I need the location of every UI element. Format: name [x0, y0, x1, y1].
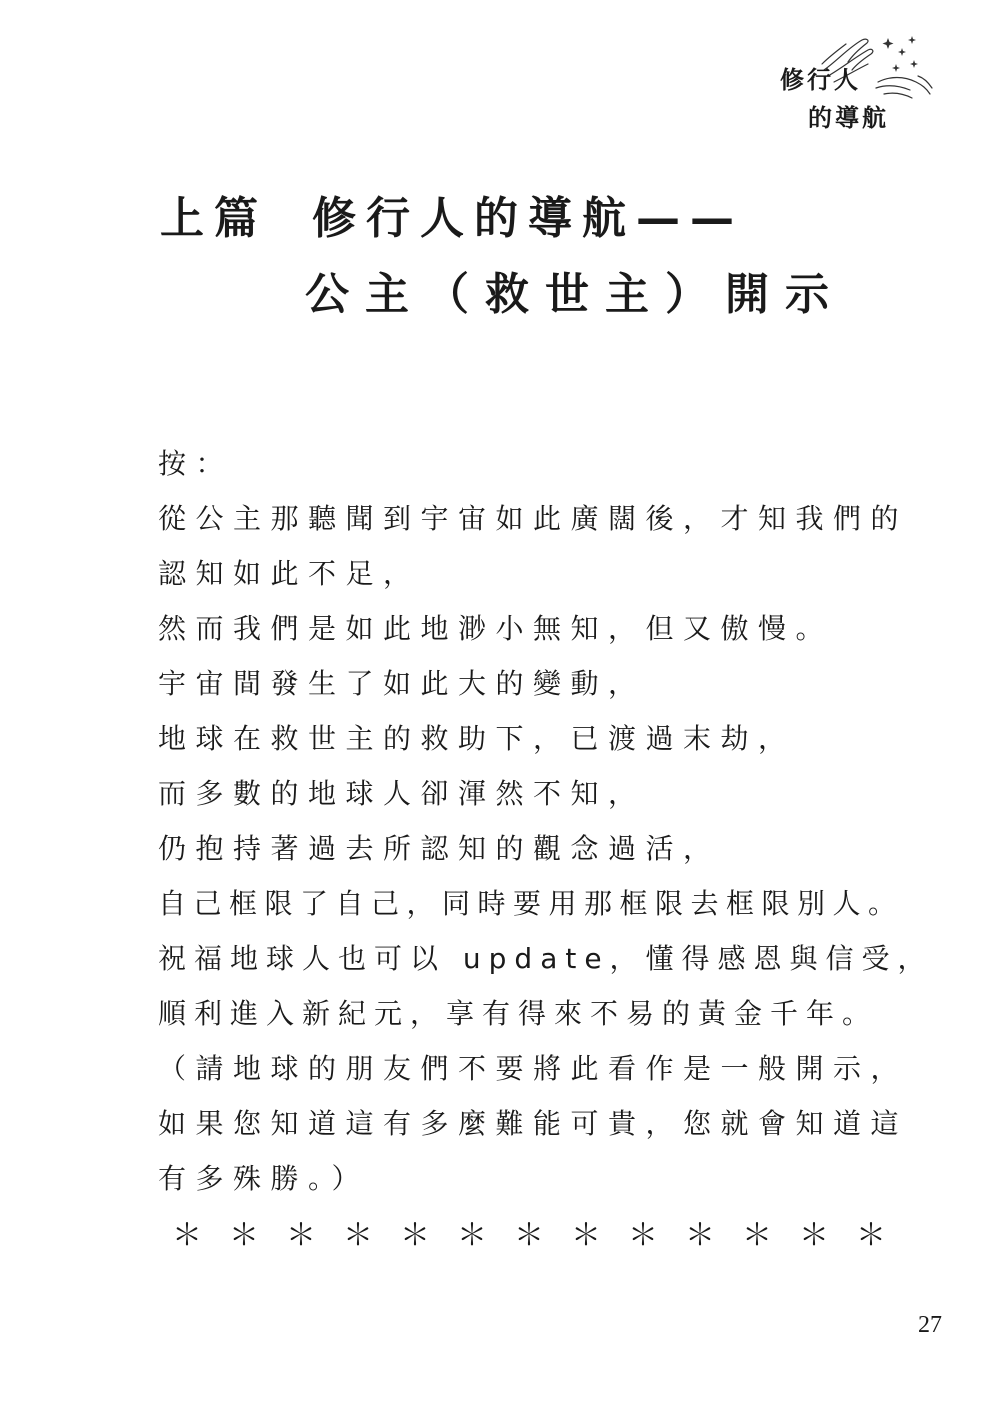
body-line: 宇宙間發生了如此大的變動，: [158, 667, 646, 700]
part-label: 上篇: [160, 193, 268, 244]
page-number: 27: [918, 1312, 942, 1338]
body-line: 認知如此不足，: [158, 557, 421, 590]
header-title-line1: 修行人: [780, 66, 861, 94]
body-line: 順利進入新紀元，享有得來不易的黃金千年。: [158, 997, 879, 1030]
body-line: 自己框限了自己，同時要用那框限去框限別人。: [158, 887, 904, 920]
body-line: 地球在救世主的救助下，已渡過末劫，: [158, 722, 796, 755]
running-header: [778, 30, 938, 130]
body-line: 而多數的地球人卻渾然不知，: [158, 777, 646, 810]
body-line: （請地球的朋友們不要將此看作是一般開示，: [158, 1052, 909, 1085]
body-line: 祝福地球人也可以 update，懂得感恩與信受，: [158, 942, 934, 975]
body-line: 如果您知道這有多麼難能可貴，您就會知道這: [158, 1107, 909, 1140]
header-title-line2: 的導航: [808, 104, 889, 132]
body-line: 然而我們是如此地渺小無知，但又傲慢。: [158, 612, 834, 645]
section-separator: ＊＊＊＊＊＊＊＊＊＊＊＊＊: [172, 1218, 913, 1253]
body-line: 有多殊勝。）: [158, 1162, 370, 1195]
chapter-title-main: 修行人的導航——: [312, 193, 744, 244]
body-line: 按：: [158, 447, 234, 480]
chapter-title: [160, 182, 860, 246]
body-text: [158, 442, 934, 1212]
chapter-subtitle: 公主（救世主）開示: [305, 269, 845, 320]
body-line: 從公主那聽聞到宇宙如此廣闊後，才知我們的: [158, 502, 909, 535]
body-line: 仍抱持著過去所認知的觀念過活，: [158, 832, 721, 865]
